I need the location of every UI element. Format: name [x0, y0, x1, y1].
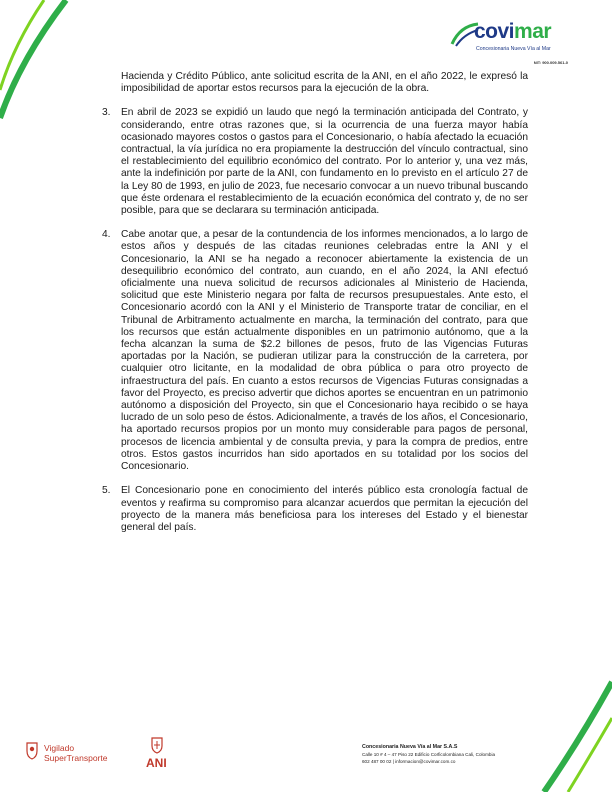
item-number: 5. [102, 485, 111, 497]
coat-of-arms-icon [24, 740, 40, 760]
document-body [102, 71, 528, 534]
logo-wordmark: covimar [474, 20, 552, 43]
company-address: Calle 10 # 4 – 47 Piso 22 Edificio Corficolombiana Cali, Colombia [362, 752, 496, 757]
supertransporte-label: SuperTransporte [44, 753, 108, 763]
covimar-logo [450, 18, 568, 68]
ani-label: ANI [146, 756, 167, 770]
bottom-right-swoosh [540, 670, 612, 792]
top-left-swoosh [0, 0, 70, 130]
item-text: Cabe anotar que, a pesar de la contundencia de los informes mencionados, a lo largo de estos años y después de las citadas reuniones celebradas entre la ANI y el Concesionario, la ANI se ha negado a reconocer abiertamente la existencia de un desequilibrio económico del contrato, aun cuando, en el año 2024, la ANI efectuó oficialmente una nueva solicitud de recursos adicionales al Ministerio de Hacienda, solicitud que este Ministerio negara por falta de recursos presupuestales. Ante esto, el Concesionario acordó con la ANI y el Ministerio de Transporte tratar de conciliar, en el Tribunal de Arbitramento actualmente en marcha, la terminación del contrato, para que los recursos que están actualmente disponibles en un patrimonio autónomo, que a la fecha alcanzan la suma de $2.2 billones de pesos, fruto de las Vigencias Futuras aportadas por la Nación, se pudieran utilizar para la construcción de la carretera, por cualquier otro licitante, en la modalidad de obra pública o para otro proyecto de infraestructura del país. En cuanto a estos recursos de Vigencias Futuras consignadas a favor del Proyecto, es preciso advertir que dichos aportes se encuentran en un patrimonio autónomo a disposición del Proyecto, sin que el Concesionario haya recibido o se haya lucrado de un solo peso de éstos. Adicionalmente, a través de los años, el Concesionario, ha aportado recursos propios por un monto muy considerable para pagos de personal, procesos de licencia ambiental y de consulta previa, y para la compra de predios, entre otros. Estos gastos incurridos han sido aportados en su totalidad por los socios del Concesionario. [121, 229, 528, 473]
company-contact-line: 602 487 00 02 | informacion@covimar.com.co [362, 759, 456, 764]
intro-paragraph: Hacienda y Crédito Público, ante solicitud escrita de la ANI, en el año 2022, le expresó la imposibilidad de aportar estos recursos para la ejecución de la obra. [121, 71, 528, 95]
item-number: 3. [102, 107, 111, 119]
list-item [102, 107, 528, 217]
item-text: El Concesionario pone en conocimiento del interés público esta cronología factual de eventos y reafirma su compromiso para alcanzar acuerdos que permitan la ejecución del proyecto de la manera más beneficiosa para los intereses del Estado y el bienestar general del país. [121, 485, 528, 533]
list-item [102, 485, 528, 534]
logo-tagline: Concesionaria Nueva Vía al Mar [476, 46, 551, 52]
list-item [102, 229, 528, 473]
item-text: En abril de 2023 se expidió un laudo que negó la terminación anticipada del Contrato, y considerando, entre otras razones que, si la ocurrencia de una fuerza mayor había ocasionado mayores costos o gastos para el Concesionario, o había afectado la ecuación contractual, la vía jurídica no era propiamente la destrucción del vínculo contractual, sino el restablecimiento del equilibrio económico del contrato. Por lo anterior y, una vez más, ante la indefinición por parte de la ANI, con fundamento en lo previsto en el artículo 27 de la Ley 80 de 1993, en julio de 2023, fue necesario convocar a un nuevo tribunal buscando que éste ordenara el restablecimiento de la ecuación económica del contrato y, de no ser posible, para que se declarara su terminación anticipada. [121, 107, 528, 217]
item-number: 4. [102, 229, 111, 241]
vigilado-label: Vigilado [44, 743, 75, 753]
company-contact [362, 744, 495, 765]
nit-number: NIT: 900.009.561-0 [533, 60, 568, 65]
vigilado-supertransporte-logo [24, 740, 124, 768]
ani-emblem-icon [150, 736, 164, 754]
company-name: Concesionaria Nueva Vía al Mar S.A.S [362, 744, 458, 750]
ani-logo [146, 736, 182, 772]
